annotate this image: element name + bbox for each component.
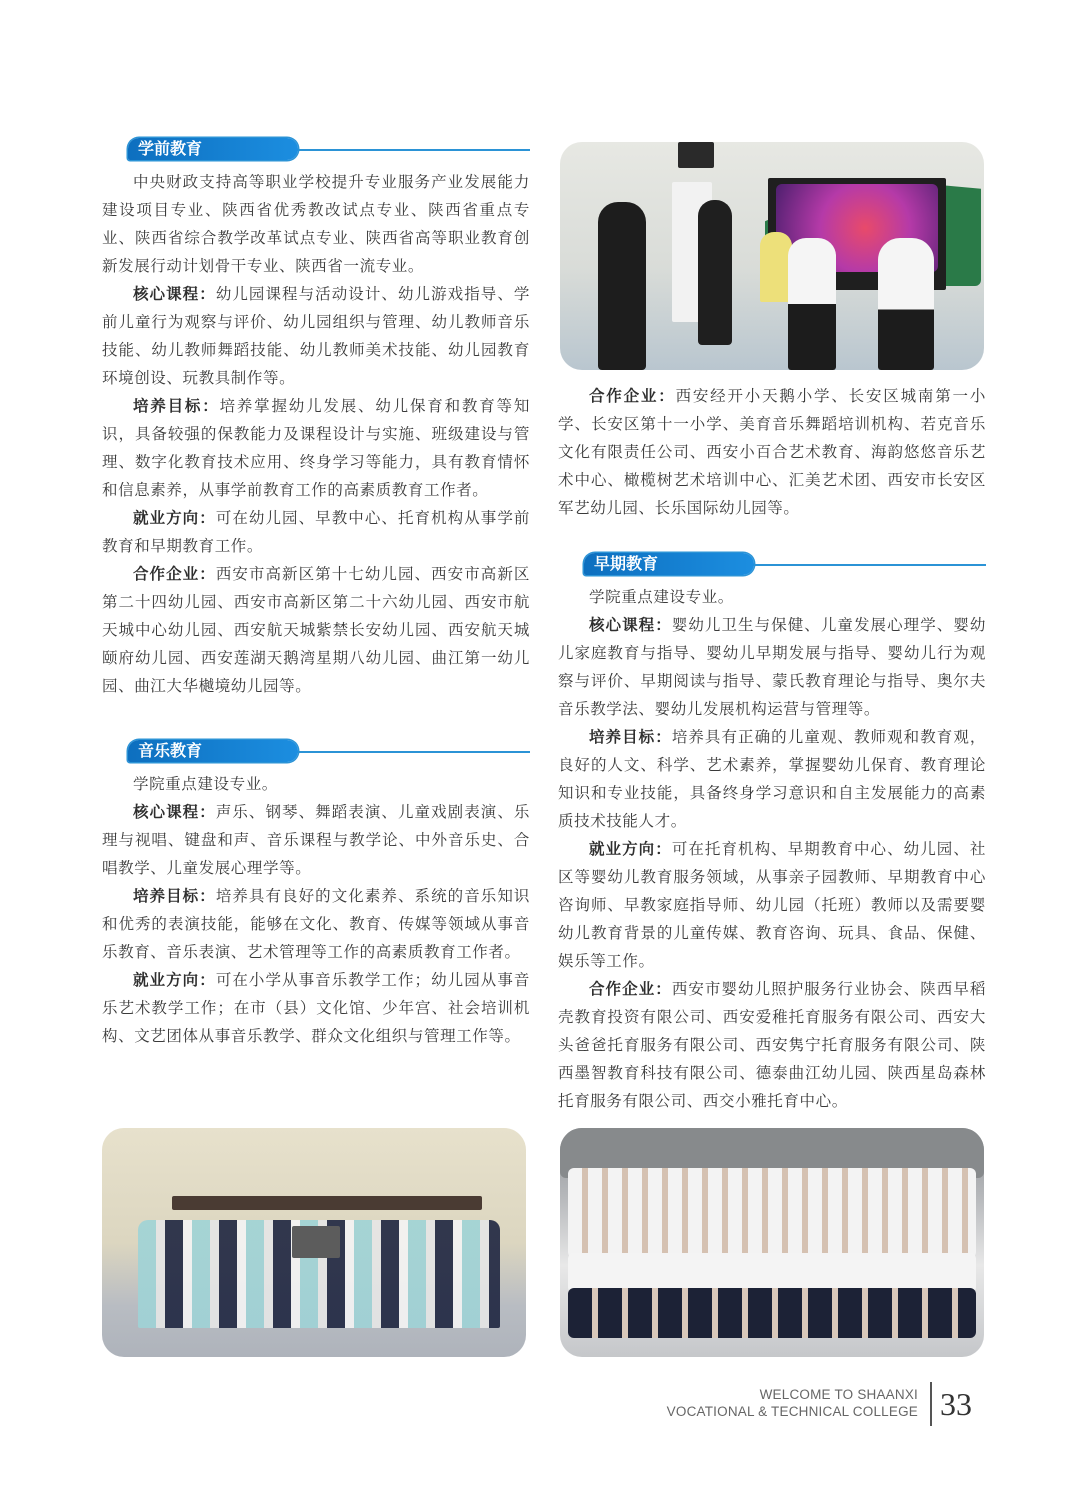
preschool-core (102, 280, 530, 392)
music-goal (102, 882, 530, 966)
person (598, 202, 646, 370)
value: 幼儿园课程与活动设计、幼儿游戏指导、学前儿童行为观察与评价、幼儿园组织与管理、幼儿教师音乐技能、幼儿教师舞蹈技能、幼儿教师美术技能、幼儿园教育环境创设、玩教具制作等。 (102, 285, 530, 387)
preschool-partners (102, 560, 530, 700)
section-title: 音乐教育 (128, 740, 298, 762)
right-column-early (558, 553, 986, 1115)
person (878, 238, 934, 370)
music-partners (558, 382, 986, 522)
tagline-line2: VOCATIONAL & TECHNICAL COLLEGE (666, 1404, 918, 1419)
section-title: 学前教育 (128, 138, 298, 160)
section-header-music (102, 740, 530, 766)
speaker-icon (678, 142, 714, 168)
music-intro: 学院重点建设专业。 (133, 775, 278, 793)
value: 西安市婴幼儿照护服务行业协会、陕西早稻壳教育投资有限公司、西安爱稚托育服务有限公司、西安大头爸爸托育服务有限公司、西安隽宁托育服务有限公司、陕西墨智教育科技有限公司、德泰曲江幼儿园、陕西星岛森林托育服务有限公司、西交小雅托育中心。 (558, 980, 986, 1110)
value: 培养掌握幼儿发展、幼儿保育和教育等知识，具备较强的保教能力及课程设计与实施、班级建设与管理、数字化教育技术应用、终身学习等能力，具有教育情怀和信息素养，从事学前教育工作的高素质教育工作者。 (102, 397, 530, 499)
label: 就业方向： (589, 840, 672, 858)
value: 培养具有良好的文化素养、系统的音乐知识和优秀的表演技能，能够在文化、教育、传媒等领域从事音乐教育、音乐表演、艺术管理等工作的高素质教育工作者。 (102, 887, 530, 961)
wooden-board (172, 1196, 482, 1210)
right-column-top (558, 382, 986, 522)
footer-divider (930, 1382, 932, 1426)
section-title: 早期教育 (584, 553, 754, 575)
label: 核心课程： (133, 285, 216, 303)
section-header-early (558, 553, 986, 579)
preschool-career (102, 504, 530, 560)
label: 核心课程： (589, 616, 672, 634)
person (698, 200, 732, 345)
page-footer (0, 1382, 1080, 1432)
early-intro: 学院重点建设专业。 (589, 588, 734, 606)
label: 合作企业： (589, 980, 672, 998)
large-group-photo (560, 1128, 984, 1357)
left-column (102, 138, 530, 1050)
early-goal (558, 723, 986, 835)
page-number: 33 (940, 1386, 972, 1422)
label: 合作企业： (133, 565, 216, 583)
college-tagline (667, 1386, 918, 1420)
plaque (292, 1226, 340, 1258)
music-core (102, 798, 530, 882)
crowd-back-rows (568, 1168, 976, 1258)
tagline-line1: WELCOME TO SHAANXI (759, 1387, 918, 1402)
group-plaque-photo (102, 1128, 526, 1357)
person (788, 238, 836, 370)
dance-class-photo (560, 142, 984, 370)
preschool-goal (102, 392, 530, 504)
label: 就业方向： (133, 509, 216, 527)
music-career (102, 966, 530, 1050)
label: 培养目标： (133, 887, 216, 905)
label: 培养目标： (589, 728, 672, 746)
value: 可在托育机构、早期教育中心、幼儿园、社区等婴幼儿教育服务领域，从事亲子园教师、早期教育中心咨询师、早教家庭指导师、幼儿园（托班）教师以及需要婴幼儿教育背景的儿童传媒、教育咨询、玩具、食品、保健、娱乐等工作。 (558, 840, 986, 970)
value: 婴幼儿卫生与保健、儿童发展心理学、婴幼儿家庭教育与指导、婴幼儿早期发展与指导、婴幼儿行为观察与评价、早期阅读与指导、蒙氏教育理论与指导、奥尔夫音乐教学法、婴幼儿发展机构运营与管理等。 (558, 616, 986, 718)
value: 声乐、钢琴、舞蹈表演、儿童戏剧表演、乐理与视唱、键盘和声、音乐课程与教学论、中外音乐史、合唱教学、儿童发展心理学等。 (102, 803, 530, 877)
value: 可在小学从事音乐教学工作；幼儿园从事音乐艺术教学工作；在市（县）文化馆、少年宫、社会培训机构、文艺团体从事音乐教学、群众文化组织与管理工作等。 (102, 971, 530, 1045)
early-career (558, 835, 986, 975)
preschool-intro: 中央财政支持高等职业学校提升专业服务产业发展能力建设项目专业、陕西省优秀教改试点专业、陕西省重点专业、陕西省综合教学改革试点专业、陕西省高等职业教育创新发展行动计划骨干专业、陕西省一流专业。 (102, 173, 530, 275)
crowd-shirts (568, 1253, 976, 1293)
value: 培养具有正确的儿童观、教师观和教育观，良好的人文、科学、艺术素养，掌握婴幼儿保育、教育理论知识和专业技能，具备终身学习意识和自主发展能力的高素质技术技能人才。 (558, 728, 986, 830)
early-core (558, 611, 986, 723)
value: 可在幼儿园、早教中心、托育机构从事学前教育和早期教育工作。 (102, 509, 530, 555)
label: 就业方向： (133, 971, 216, 989)
section-header-preschool (102, 138, 530, 164)
early-partners (558, 975, 986, 1115)
label: 核心课程： (133, 803, 216, 821)
value: 西安市高新区第十七幼儿园、西安市高新区第二十四幼儿园、西安市高新区第二十六幼儿园、西安市航天城中心幼儿园、西安航天城紫禁长安幼儿园、西安航天城颐府幼儿园、西安莲湖天鹅湾星期八幼儿园、曲江第一幼儿园、曲江大华樾境幼儿园等。 (102, 565, 530, 695)
label: 合作企业： (589, 387, 676, 405)
crowd-skirts (568, 1288, 976, 1338)
value: 西安经开小天鹅小学、长安区城南第一小学、长安区第十一小学、美育音乐舞蹈培训机构、若克音乐文化有限责任公司、西安小百合艺术教育、海韵悠悠音乐艺术中心、橄榄树艺术培训中心、汇美艺术团、西安市长安区军艺幼儿园、长乐国际幼儿园等。 (558, 387, 986, 517)
label: 培养目标： (133, 397, 220, 415)
